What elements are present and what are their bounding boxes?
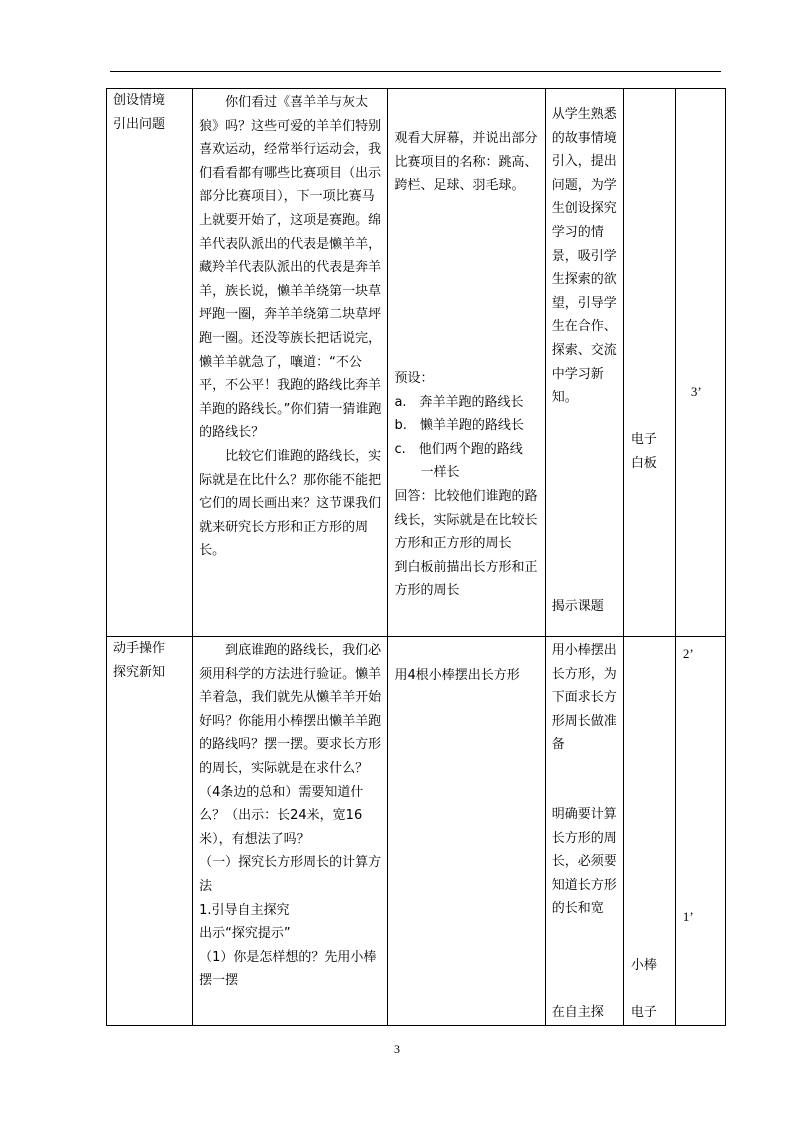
header-rule <box>110 71 721 72</box>
lesson-plan-table <box>106 88 726 1026</box>
student-activity-text: 用4根小棒摆出长方形 <box>394 668 520 683</box>
design-intent-text: 从学生熟悉的故事情境引入，提出问题，为学生创设探究学习的情景，吸引学生探索的欲望，引导学生在合作、探索、交流中学习新知。 <box>551 107 617 406</box>
time-cell <box>675 89 725 637</box>
stage-label: 创设情境 引出问题 <box>113 93 166 132</box>
stage-cell <box>107 89 193 637</box>
time-cell <box>675 637 725 1026</box>
page-number: 3 <box>394 1042 400 1056</box>
media-text: 小棒 <box>630 958 657 973</box>
table-row <box>107 637 726 1026</box>
media-text: 电子 <box>630 1005 657 1020</box>
media-text: 电子 白板 <box>630 432 657 471</box>
time-text: 1’ <box>682 909 694 924</box>
student-activity-text: 预设： a. 奔羊羊跑的路线长 b. 懒羊羊跑的路线长 c. 他们两个跑的路线 一样长 回答：比较他们谁跑的路线长，实际就是在比较长方形和正方形的周长 到白板前描出长方形和正方形的周长 <box>394 371 538 599</box>
time-text: 3’ <box>690 384 702 399</box>
media-cell <box>623 89 675 637</box>
student-activity-cell <box>388 89 545 637</box>
stage-cell <box>107 637 193 1026</box>
student-activity-text: 观看大屏幕，并说出部分比赛项目的名称：跳高、跨栏、足球、羽毛球。 <box>394 131 538 194</box>
design-intent-text: 明确要计算长方形的周长，必须要知道长方形的长和宽 <box>551 807 617 917</box>
table-row <box>107 89 726 637</box>
teacher-activity-text: 你们看过《喜羊羊与灰太狼》吗？这些可爱的羊羊们特别喜欢运动，经常举行运动会，我们看看都有哪些比赛项目（出示部分比赛项目），下一项比赛马上就要开始了，这项是赛跑。绵羊代表队派出的代表是懒羊羊，藏羚羊代表队派出的代表是奔羊羊，族长说，懒羊羊绕第一块草坪跑一圈，奔羊羊绕第二块草坪跑一圈。还没等族长把话说完，懒羊羊就急了，嚷道：“不公平，不公平！我跑的路线比奔羊羊跑的路线长。”你们猜一猜谁跑的路线长？ 比较它们谁跑的路线长，实际就是在比什么？那你能不能把它们的周长画出来？这节课我们就来研究长方形和正方形的周长。 <box>199 95 382 559</box>
student-activity-cell <box>388 637 545 1026</box>
design-intent-text: 在自主探 <box>551 1005 604 1020</box>
design-intent-cell <box>545 637 623 1026</box>
stage-label: 动手操作 探究新知 <box>113 641 166 680</box>
teacher-activity-text: 到底谁跑的路线长，我们必须用科学的方法进行验证。懒羊羊着急，我们就先从懒羊羊开始好吗？你能用小棒摆出懒羊羊跑的路线吗？摆一摆。要求长方形的周长，实际就是在求什么？（4条边的总和）需要知道什么？（出示：长24米，宽16米），有想法了吗？ （一）探究长方形周长的计算方法 1.引导自主探究 出示“探究提示” （1）你是怎样想的？先用小棒摆一摆 <box>199 643 382 989</box>
teacher-activity-cell <box>193 637 388 1026</box>
design-intent-text: 用小棒摆出长方形，为下面求长方形周长做准备 <box>551 643 617 753</box>
time-text: 2’ <box>682 646 694 661</box>
design-intent-text: 揭示课题 <box>551 599 604 614</box>
teacher-activity-cell <box>193 89 388 637</box>
media-cell <box>623 637 675 1026</box>
design-intent-cell <box>545 89 623 637</box>
